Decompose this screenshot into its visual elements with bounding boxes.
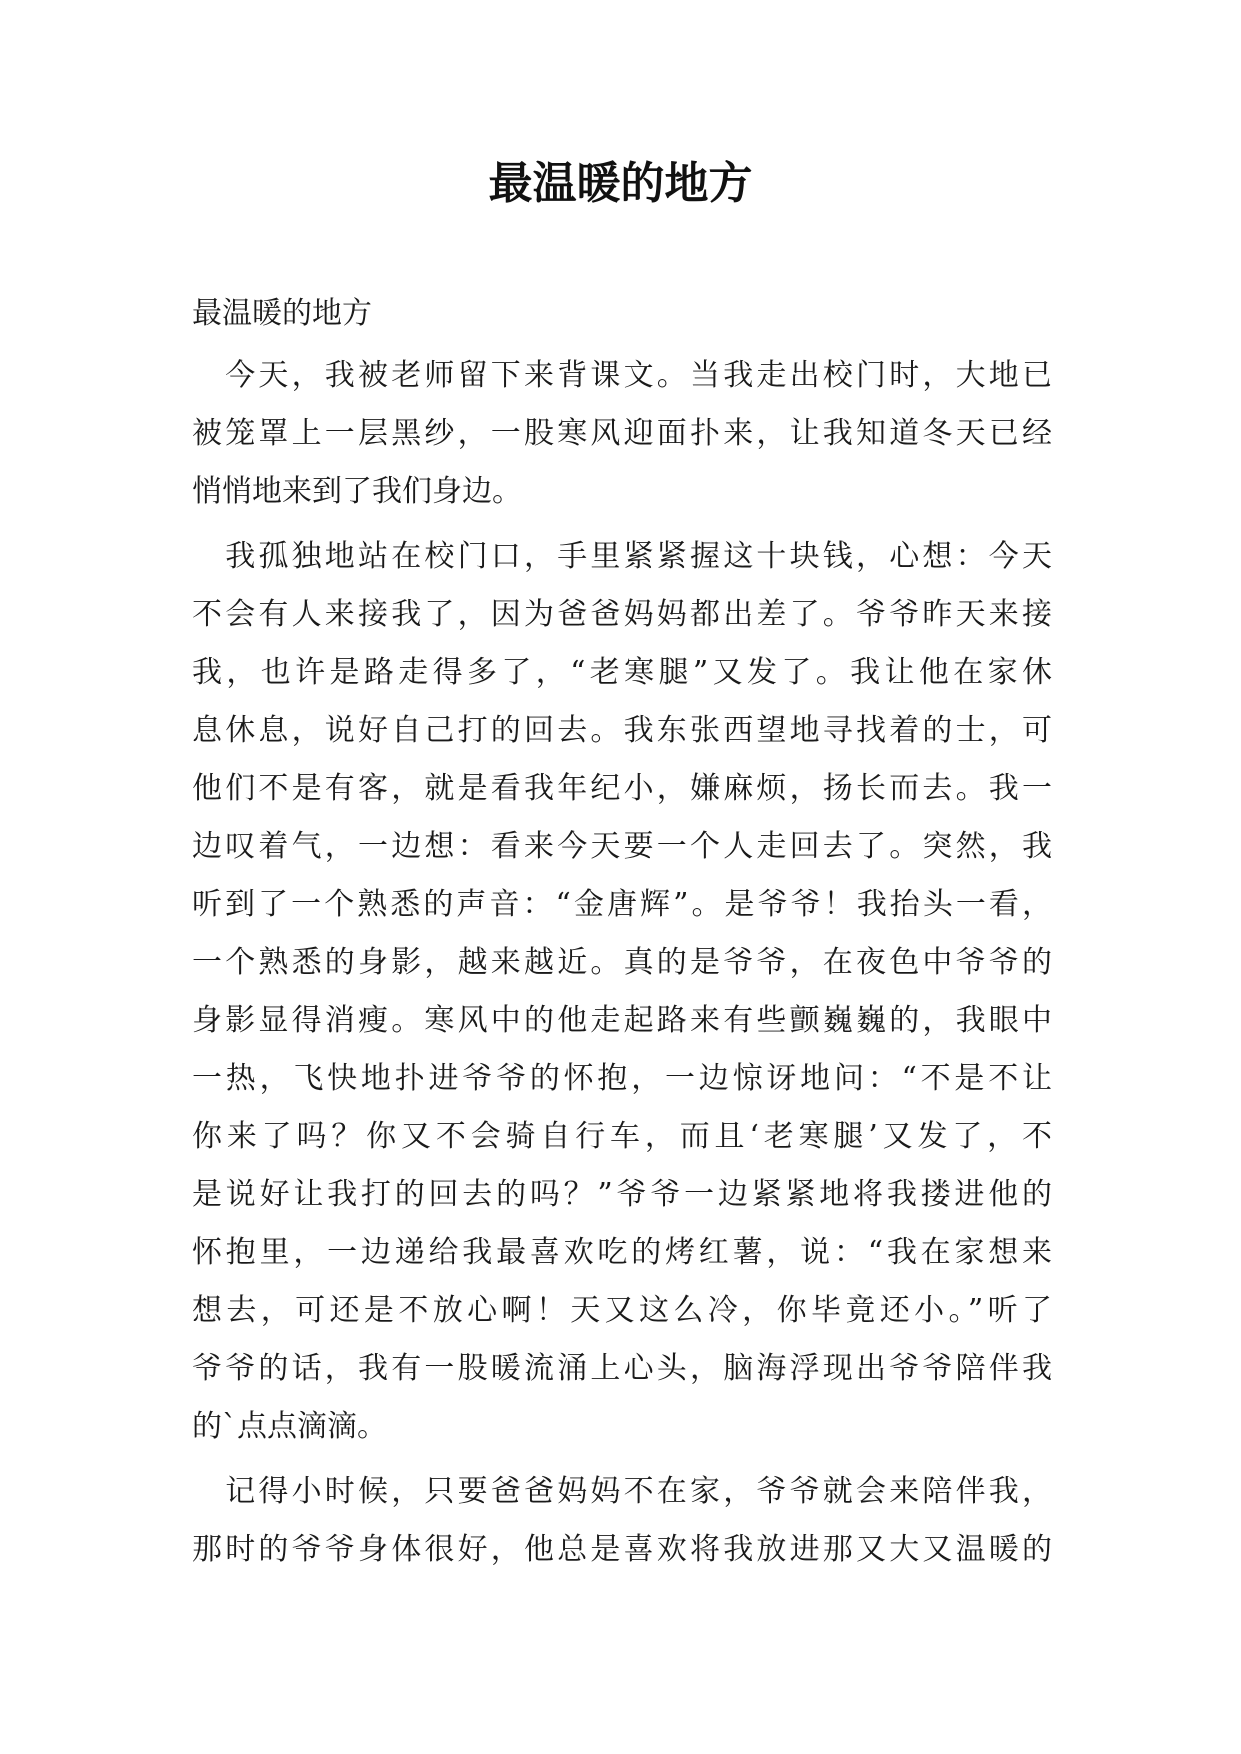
text-line: 爷爷的话，我有一股暖流涌上心头，脑海浮现出爷爷陪伴我: [192, 1351, 1052, 1386]
paragraph: [192, 1456, 1052, 1579]
text-line: 被笼罩上一层黑纱，一股寒风迎面扑来，让我知道冬天已经: [192, 416, 1052, 451]
paragraph: [192, 521, 1052, 1456]
text-line: 他们不是有客，就是看我年纪小，嫌麻烦，扬长而去。我一: [192, 771, 1052, 806]
text-line: 那时的爷爷身体很好，他总是喜欢将我放进那又大又温暖的: [192, 1532, 1052, 1567]
paragraph: [192, 340, 1052, 521]
text-line: 息休息，说好自己打的回去。我东张西望地寻找着的士，可: [192, 713, 1052, 748]
text-line: 的`点点滴滴。: [192, 1409, 387, 1444]
text-line: 记得小时候，只要爸爸妈妈不在家，爷爷就会来陪伴我，: [192, 1474, 1052, 1509]
text-line: 我，也许是路走得多了，“老寒腿”又发了。我让他在家休: [192, 655, 1052, 690]
text-line: 不会有人来接我了，因为爸爸妈妈都出差了。爷爷昨天来接: [192, 597, 1052, 632]
document-title: 最温暖的地方: [488, 158, 753, 209]
text-line: 边叹着气，一边想：看来今天要一个人走回去了。突然，我: [192, 829, 1052, 864]
document-body: [192, 287, 1052, 1579]
text-line: 是说好让我打的回去的吗？”爷爷一边紧紧地将我搂进他的: [192, 1177, 1052, 1212]
document-subtitle: 最温暖的地方: [192, 296, 372, 331]
text-line: 今天，我被老师留下来背课文。当我走出校门时，大地已: [192, 358, 1052, 393]
text-line: 你来了吗？你又不会骑自行车，而且‘老寒腿’又发了，不: [192, 1119, 1052, 1154]
text-line: 一个熟悉的身影，越来越近。真的是爷爷，在夜色中爷爷的: [192, 945, 1052, 980]
text-line: 悄悄地来到了我们身边。: [192, 474, 522, 509]
text-line: 想去，可还是不放心啊！天又这么冷，你毕竟还小。”听了: [192, 1293, 1052, 1328]
text-line: 怀抱里，一边递给我最喜欢吃的烤红薯，说：“我在家想来: [192, 1235, 1052, 1270]
text-line: 听到了一个熟悉的声音：“金唐辉”。是爷爷！我抬头一看，: [192, 887, 1052, 922]
text-line: 一热，飞快地扑进爷爷的怀抱，一边惊讶地问：“不是不让: [192, 1061, 1052, 1096]
text-line: 身影显得消瘦。寒风中的他走起路来有些颤巍巍的，我眼中: [192, 1003, 1052, 1038]
text-line: 我孤独地站在校门口，手里紧紧握这十块钱，心想：今天: [192, 539, 1052, 574]
